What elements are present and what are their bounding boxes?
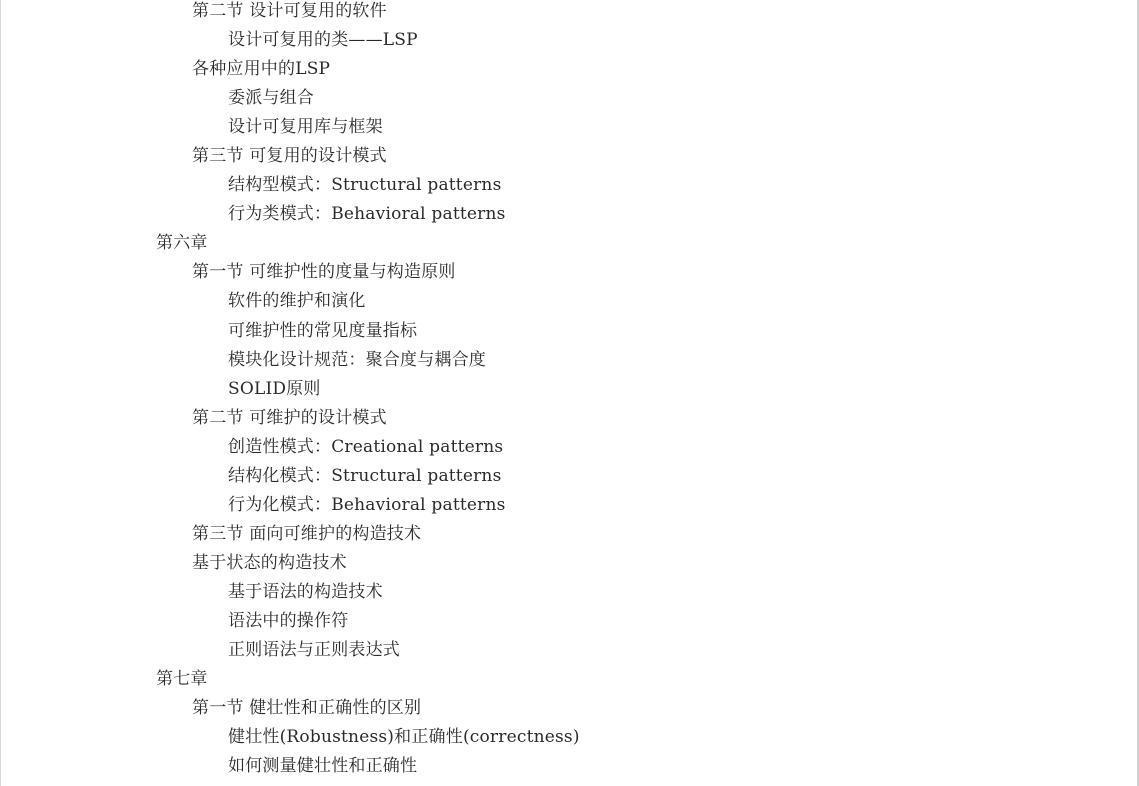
toc-section-line: 第一节 可维护性的度量与构造原则 — [192, 262, 456, 283]
toc-item-line: 语法中的操作符 — [228, 610, 349, 631]
toc-section-line: 第二节 设计可复用的软件 — [192, 1, 387, 21]
toc-item-line: 结构化模式：Structural patterns — [228, 465, 502, 486]
toc-item-line: 设计可复用的类——LSP — [228, 30, 418, 51]
toc-section-line: 第一节 健壮性和正确性的区别 — [192, 698, 422, 719]
toc-item-line: 行为类模式：Behavioral patterns — [228, 204, 506, 225]
toc-item-line: 健壮性(Robustness)和正确性(correctness) — [228, 727, 580, 748]
toc-section-line: 各种应用中的LSP — [192, 59, 331, 80]
toc-item-line: 如何测量健壮性和正确性 — [228, 756, 418, 777]
toc-item-line: SOLID原则 — [228, 378, 321, 399]
toc-chapter-heading: 第六章 — [156, 233, 208, 254]
toc-section-line: 第三节 面向可维护的构造技术 — [192, 523, 422, 544]
toc-section-line: 基于状态的构造技术 — [192, 552, 347, 573]
toc-item-line: 行为化模式：Behavioral patterns — [228, 494, 506, 515]
toc-item-line: 设计可复用库与框架 — [228, 117, 383, 138]
toc-item-line: 委派与组合 — [228, 88, 314, 109]
toc-item-line: 模块化设计规范：聚合度与耦合度 — [228, 349, 486, 370]
toc-item-line: 基于语法的构造技术 — [228, 581, 383, 602]
toc-item-line: 软件的维护和演化 — [228, 291, 366, 312]
toc-section-line: 第三节 可复用的设计模式 — [192, 146, 387, 167]
toc-chapter-heading: 第七章 — [156, 669, 208, 690]
toc-item-line: 正则语法与正则表达式 — [228, 640, 400, 661]
toc-section-line: 第二节 可维护的设计模式 — [192, 407, 387, 428]
toc-item-line: 可维护性的常见度量指标 — [228, 320, 418, 341]
toc-item-line: 创造性模式：Creational patterns — [228, 436, 504, 457]
toc-item-line: 结构型模式：Structural patterns — [228, 175, 502, 196]
